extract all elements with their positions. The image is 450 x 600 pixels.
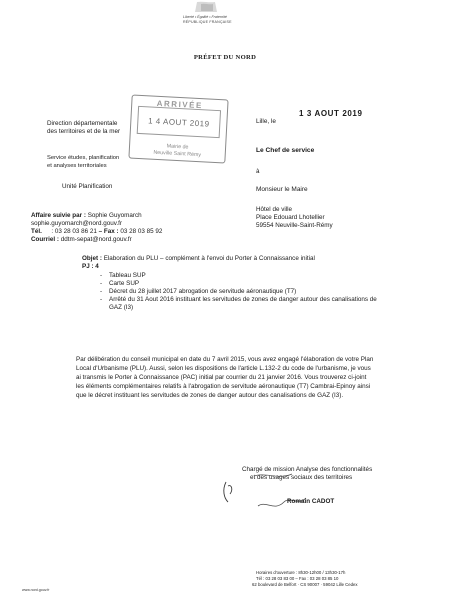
contact-affaire-label: Affaire suivie par : <box>31 212 86 219</box>
sender-unit: Unité Planification <box>62 183 113 190</box>
sender-service-line2: et analyses territoriales <box>47 163 107 169</box>
body-line: Local d'Urbanisme (PLU). Aussi, selon les dispositions de l'article L.132-2 du code de l'urbanisme, je vous <box>76 365 371 372</box>
list-item: Carte SUP <box>109 280 140 287</box>
body-line: les éléments complémentaires relatifs à l'abrogation de servitude aéronautique (T7) Cambrai-Epinoy ainsi <box>76 383 371 390</box>
stamp-commune: Neuville Saint Rémy <box>153 149 202 159</box>
signature-role-line2: et des usages sociaux des territoires <box>250 474 353 481</box>
contact-tel-label: Tél. <box>31 228 42 235</box>
objet-value: Elaboration du PLU – complément à l'envoi du Porter à Connaissance initial <box>103 255 315 262</box>
contact-courriel <box>31 236 132 244</box>
dateline-city: Lille, le <box>256 118 276 125</box>
stamp-label: ARRIVÉE <box>156 98 204 111</box>
objet-label: Objet : <box>82 255 102 262</box>
stamp-mairie: Mairie de <box>166 143 189 151</box>
contact-tel <box>31 228 162 236</box>
footer-line1: Horaires d'ouverture : 8h30-12h00 / 13h30-17h <box>256 570 346 575</box>
footer-line2: Tél : 03 28 03 83 00 – Fax : 03 28 03 85 10 <box>256 576 339 581</box>
dateline <box>256 109 363 128</box>
recipient-a: à <box>256 168 260 175</box>
sender-direction-line1: Direction départementale <box>47 120 118 127</box>
pj-item-bullet-1: - <box>100 272 103 279</box>
footer-line3: 62 boulevard de Belfort · CS 90007 · 59042 Lille Cedex <box>252 582 358 587</box>
signature-name: Romain CADOT <box>287 498 335 505</box>
from-title: Le Chef de service <box>256 147 315 154</box>
body-line: que le décret instituant les servitudes de zones de danger autour des canalisations de GAZ (I3). <box>76 392 344 399</box>
handwritten-signature <box>218 472 338 518</box>
recipient-name: Monsieur le Maire <box>256 186 308 193</box>
footer-code: www.nord.gouv.fr <box>22 588 50 592</box>
recipient-address2: Place Edouard Lhotellier <box>256 214 325 221</box>
body-line: Par délibération du conseil municipal en date du 7 avril 2015, vous avez engagé l'élaboration de votre Plan <box>76 356 374 363</box>
pj-label: PJ : 4 <box>82 263 99 270</box>
pj-item-bullet-3: - <box>100 288 103 295</box>
logo-motto: Liberté • Égalité • Fraternité <box>183 15 227 19</box>
list-item: Tableau SUP <box>109 272 146 279</box>
list-item: Décret du 28 juillet 2017 abrogation de servitude aéronautique (T7) <box>109 288 297 295</box>
republic-logo <box>183 0 265 30</box>
body-line: ai transmis le Porter à Connaissance (PAC) initial par courrier du 21 janvier 2016. Vous trouverez ci-joint <box>76 374 367 381</box>
contact-email: sophie.guyomarch@nord.gouv.fr <box>31 220 122 227</box>
stamp-date: 1 4 AOUT 2019 <box>147 116 210 129</box>
prefet-heading: PRÉFET DU NORD <box>193 54 257 61</box>
signature-role-line1: Chargé de mission Analyse des fonctionnalités <box>242 466 373 473</box>
contact-tel-value: : 03 28 03 86 21 <box>51 228 97 235</box>
contact-courriel-value: ddtm-sepat@nord.gouv.fr <box>60 236 132 243</box>
sender-service-line1: Service études, planification <box>47 155 120 161</box>
recipient-address1: Hôtel de ville <box>256 206 293 213</box>
sender-direction-line2: des territoires et de la mer <box>47 128 121 135</box>
contact-affaire <box>31 212 142 220</box>
contact-fax-value: 03 28 03 85 92 <box>120 228 163 235</box>
dateline-date: 1 3 AOUT 2019 <box>299 109 363 118</box>
contact-fax-label: – Fax : <box>98 228 119 235</box>
logo-republic: RÉPUBLIQUE FRANÇAISE <box>183 20 232 24</box>
signature-scribble-icon <box>218 472 338 518</box>
arrival-stamp <box>125 91 232 166</box>
pj-item-bullet-2: - <box>100 280 103 287</box>
contact-affaire-value: Sophie Guyomarch <box>87 212 142 219</box>
recipient-address3: 59554 Neuville-Saint-Rémy <box>256 222 333 229</box>
marianne-logo-icon <box>189 0 225 14</box>
list-item: GAZ (I3) <box>109 304 134 311</box>
list-item: Arrêté du 31 Aout 2016 instituant les servitudes de zones de danger autour des canalisations de <box>109 296 377 303</box>
contact-courriel-label: Courriel : <box>31 236 59 243</box>
objet-line <box>82 255 315 263</box>
pj-item-bullet-4: - <box>100 296 103 303</box>
